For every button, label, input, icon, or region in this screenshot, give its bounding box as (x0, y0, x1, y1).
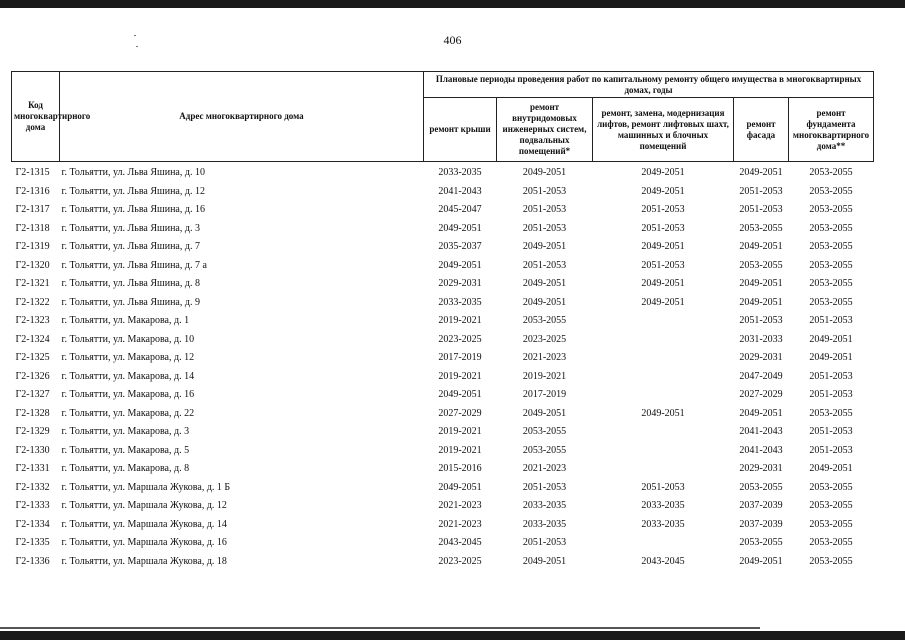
row-address: г. Тольятти, ул. Макарова, д. 22 (61, 407, 195, 419)
row-facade: 2047-2049 (739, 370, 783, 382)
table-row (12, 275, 874, 294)
row-roof: 2019-2021 (438, 315, 482, 327)
table-row (12, 294, 874, 313)
row-facade: 2049-2051 (739, 407, 783, 419)
row-code: Г2-1328 (15, 407, 50, 419)
table-row (12, 349, 874, 368)
row-lifts (593, 534, 734, 553)
row-facade: 2037-2039 (739, 500, 783, 512)
row-foundation: 2049-2051 (809, 333, 853, 345)
row-facade: 2041-2043 (739, 444, 783, 456)
row-code: Г2-1318 (15, 222, 50, 234)
row-facade: 2049-2051 (739, 278, 783, 290)
table-row (12, 238, 874, 257)
row-lifts (593, 331, 734, 350)
row-address: г. Тольятти, ул. Макарова, д. 12 (61, 352, 195, 364)
table-row (12, 497, 874, 516)
scan-bottom-line (0, 627, 760, 629)
row-roof: 2043-2045 (438, 537, 482, 549)
row-foundation: 2053-2055 (809, 185, 853, 197)
table-header (12, 72, 874, 162)
row-foundation: 2053-2055 (809, 518, 853, 530)
row-facade: 2051-2053 (739, 315, 783, 327)
table-row (12, 312, 874, 331)
row-facade: 2031-2033 (739, 333, 783, 345)
row-code: Г2-1324 (15, 333, 50, 345)
row-address: г. Тольятти, ул. Льва Яшина, д. 7 (61, 241, 200, 253)
row-facade: 2049-2051 (739, 296, 783, 308)
row-address: г. Тольятти, ул. Льва Яшина, д. 3 (61, 222, 200, 234)
row-lifts (593, 386, 734, 405)
row-roof: 2033-2035 (438, 296, 482, 308)
row-facade: 2041-2043 (739, 426, 783, 438)
row-code: Г2-1334 (15, 518, 50, 530)
row-lifts: 2049-2051 (641, 167, 685, 179)
table-row (12, 331, 874, 350)
row-address: г. Тольятти, ул. Макарова, д. 1 (61, 315, 190, 327)
row-foundation: 2053-2055 (809, 296, 853, 308)
row-foundation: 2053-2055 (809, 481, 853, 493)
scan-bottom-border (0, 631, 905, 640)
row-lifts: 2049-2051 (641, 241, 685, 253)
table-row (12, 220, 874, 239)
row-lifts: 2049-2051 (641, 185, 685, 197)
row-roof: 2041-2043 (438, 185, 482, 197)
row-code: Г2-1325 (15, 352, 50, 364)
row-systems: 2049-2051 (522, 167, 567, 179)
row-lifts (593, 312, 734, 331)
header-systems: ремонт внутридомовых инженерных систем, подвальных помещений* (497, 98, 593, 162)
header-code: Код многоквартирного дома (12, 72, 60, 162)
row-roof: 2021-2023 (438, 500, 482, 512)
row-lifts: 2043-2045 (641, 555, 685, 567)
row-code: Г2-1333 (15, 500, 50, 512)
row-lifts: 2033-2035 (641, 518, 685, 530)
row-code: Г2-1316 (15, 185, 50, 197)
row-systems: 2023-2025 (522, 333, 567, 345)
table-row (12, 553, 874, 572)
row-address: г. Тольятти, ул. Льва Яшина, д. 12 (61, 185, 205, 197)
row-lifts: 2049-2051 (641, 296, 685, 308)
row-foundation: 2053-2055 (809, 167, 853, 179)
row-roof: 2019-2021 (438, 426, 482, 438)
row-code: Г2-1332 (15, 481, 50, 493)
row-code: Г2-1319 (15, 241, 50, 253)
row-foundation: 2053-2055 (809, 222, 853, 234)
row-lifts (593, 442, 734, 461)
row-roof: 2035-2037 (438, 241, 482, 253)
row-lifts (593, 368, 734, 387)
table-row (12, 479, 874, 498)
row-foundation: 2051-2053 (809, 426, 853, 438)
row-facade: 2049-2051 (739, 241, 783, 253)
row-lifts: 2051-2053 (641, 259, 685, 271)
page-number: 406 (443, 33, 462, 47)
row-facade: 2053-2055 (739, 537, 783, 549)
header-address: Адрес многоквартирного дома (60, 72, 424, 162)
row-foundation: 2051-2053 (809, 389, 853, 401)
row-foundation: 2051-2053 (809, 370, 853, 382)
row-foundation: 2053-2055 (809, 204, 853, 216)
row-code: Г2-1322 (15, 296, 50, 308)
row-lifts (593, 423, 734, 442)
row-roof: 2049-2051 (438, 389, 482, 401)
row-code: Г2-1329 (15, 426, 50, 438)
row-code: Г2-1321 (15, 278, 50, 290)
table-row (12, 423, 874, 442)
header-facade: ремонт фасада (734, 98, 789, 162)
row-address: г. Тольятти, ул. Макарова, д. 5 (61, 444, 190, 456)
row-code: Г2-1336 (15, 555, 50, 567)
row-foundation: 2051-2053 (809, 444, 853, 456)
scan-top-border (0, 0, 905, 8)
row-code: Г2-1327 (15, 389, 50, 401)
row-code: Г2-1323 (15, 315, 50, 327)
row-roof: 2049-2051 (438, 222, 482, 234)
row-foundation: 2053-2055 (809, 537, 853, 549)
header-foundation: ремонт фундамента многоквартирного дома** (789, 98, 874, 162)
row-foundation: 2051-2053 (809, 315, 853, 327)
row-facade: 2029-2031 (739, 352, 783, 364)
row-systems: 2033-2035 (522, 518, 567, 530)
row-systems: 2021-2023 (522, 463, 567, 475)
row-lifts (593, 460, 734, 479)
table-row (12, 516, 874, 535)
row-foundation: 2053-2055 (809, 278, 853, 290)
table-row (12, 460, 874, 479)
row-code: Г2-1330 (15, 444, 50, 456)
row-address: г. Тольятти, ул. Льва Яшина, д. 8 (61, 278, 200, 290)
row-address: г. Тольятти, ул. Макарова, д. 8 (61, 463, 190, 475)
row-address: г. Тольятти, ул. Маршала Жукова, д. 1 Б (61, 481, 231, 493)
row-systems: 2049-2051 (522, 278, 567, 290)
row-roof: 2023-2025 (438, 555, 482, 567)
row-address: г. Тольятти, ул. Макарова, д. 16 (61, 389, 195, 401)
table-row (12, 183, 874, 202)
row-foundation: 2049-2051 (809, 352, 853, 364)
row-facade: 2027-2029 (739, 389, 783, 401)
row-address: г. Тольятти, ул. Маршала Жукова, д. 16 (61, 537, 227, 549)
row-facade: 2037-2039 (739, 518, 783, 530)
row-systems: 2051-2053 (522, 204, 567, 216)
row-systems: 2017-2019 (522, 389, 567, 401)
row-foundation: 2053-2055 (809, 500, 853, 512)
row-systems: 2053-2055 (522, 444, 567, 456)
row-systems: 2049-2051 (522, 555, 567, 567)
row-facade: 2053-2055 (739, 259, 783, 271)
row-code: Г2-1326 (15, 370, 50, 382)
row-systems: 2051-2053 (522, 481, 567, 493)
row-address: г. Тольятти, ул. Льва Яшина, д. 9 (61, 296, 200, 308)
row-address: г. Тольятти, ул. Маршала Жукова, д. 12 (61, 500, 227, 512)
row-systems: 2051-2053 (522, 222, 567, 234)
row-facade: 2051-2053 (739, 204, 783, 216)
row-roof: 2021-2023 (438, 518, 482, 530)
row-code: Г2-1315 (15, 167, 50, 179)
row-systems: 2049-2051 (522, 241, 567, 253)
row-address: г. Тольятти, ул. Льва Яшина, д. 16 (61, 204, 205, 216)
table-row (12, 257, 874, 276)
row-facade: 2049-2051 (739, 555, 783, 567)
row-facade: 2053-2055 (739, 222, 783, 234)
row-address: г. Тольятти, ул. Льва Яшина, д. 10 (61, 167, 205, 179)
table-row (12, 405, 874, 424)
row-roof: 2049-2051 (438, 259, 482, 271)
row-lifts: 2049-2051 (641, 407, 685, 419)
table-row (12, 386, 874, 405)
row-foundation: 2053-2055 (809, 555, 853, 567)
row-systems: 2051-2053 (522, 537, 567, 549)
row-systems: 2053-2055 (522, 315, 567, 327)
table-row (12, 162, 874, 183)
row-foundation: 2053-2055 (809, 407, 853, 419)
row-facade: 2049-2051 (739, 167, 783, 179)
repair-schedule-table (11, 71, 874, 571)
row-code: Г2-1331 (15, 463, 50, 475)
header-lifts: ремонт, замена, модернизация лифтов, ремонт лифтовых шахт, машинных и блочных помещений (593, 98, 734, 162)
table-body (12, 162, 874, 572)
row-systems: 2021-2023 (522, 352, 567, 364)
row-foundation: 2049-2051 (809, 463, 853, 475)
header-roof: ремонт крыши (424, 98, 497, 162)
row-lifts: 2051-2053 (641, 204, 685, 216)
header-periods: Плановые периоды проведения работ по капитальному ремонту общего имущества в многоквартирных домах, годы (424, 72, 874, 98)
row-systems: 2051-2053 (522, 259, 567, 271)
row-address: г. Тольятти, ул. Макарова, д. 14 (61, 370, 195, 382)
row-lifts: 2051-2053 (641, 481, 685, 493)
table-row (12, 534, 874, 553)
row-roof: 2045-2047 (438, 204, 482, 216)
row-roof: 2023-2025 (438, 333, 482, 345)
table-row (12, 201, 874, 220)
row-roof: 2049-2051 (438, 481, 482, 493)
row-roof: 2017-2019 (438, 352, 482, 364)
row-roof: 2019-2021 (438, 444, 482, 456)
row-address: г. Тольятти, ул. Маршала Жукова, д. 14 (61, 518, 227, 530)
row-code: Г2-1320 (15, 259, 50, 271)
row-address: г. Тольятти, ул. Льва Яшина, д. 7 а (61, 259, 207, 271)
row-lifts (593, 349, 734, 368)
row-lifts: 2051-2053 (641, 222, 685, 234)
row-roof: 2029-2031 (438, 278, 482, 290)
table-row (12, 368, 874, 387)
row-roof: 2015-2016 (438, 463, 482, 475)
row-facade: 2053-2055 (739, 481, 783, 493)
row-foundation: 2053-2055 (809, 241, 853, 253)
row-systems: 2033-2035 (522, 500, 567, 512)
row-address: г. Тольятти, ул. Макарова, д. 3 (61, 426, 190, 438)
row-address: г. Тольятти, ул. Маршала Жукова, д. 18 (61, 555, 227, 567)
row-lifts: 2033-2035 (641, 500, 685, 512)
row-facade: 2051-2053 (739, 185, 783, 197)
row-address: г. Тольятти, ул. Макарова, д. 10 (61, 333, 195, 345)
row-roof: 2019-2021 (438, 370, 482, 382)
row-systems: 2019-2021 (522, 370, 567, 382)
table-row (12, 442, 874, 461)
row-systems: 2051-2053 (522, 185, 567, 197)
row-roof: 2033-2035 (438, 167, 482, 179)
row-code: Г2-1335 (15, 537, 50, 549)
row-facade: 2029-2031 (739, 463, 783, 475)
row-systems: 2049-2051 (522, 407, 567, 419)
row-foundation: 2053-2055 (809, 259, 853, 271)
row-roof: 2027-2029 (438, 407, 482, 419)
row-lifts: 2049-2051 (641, 278, 685, 290)
row-systems: 2049-2051 (522, 296, 567, 308)
row-systems: 2053-2055 (522, 426, 567, 438)
row-code: Г2-1317 (15, 204, 50, 216)
